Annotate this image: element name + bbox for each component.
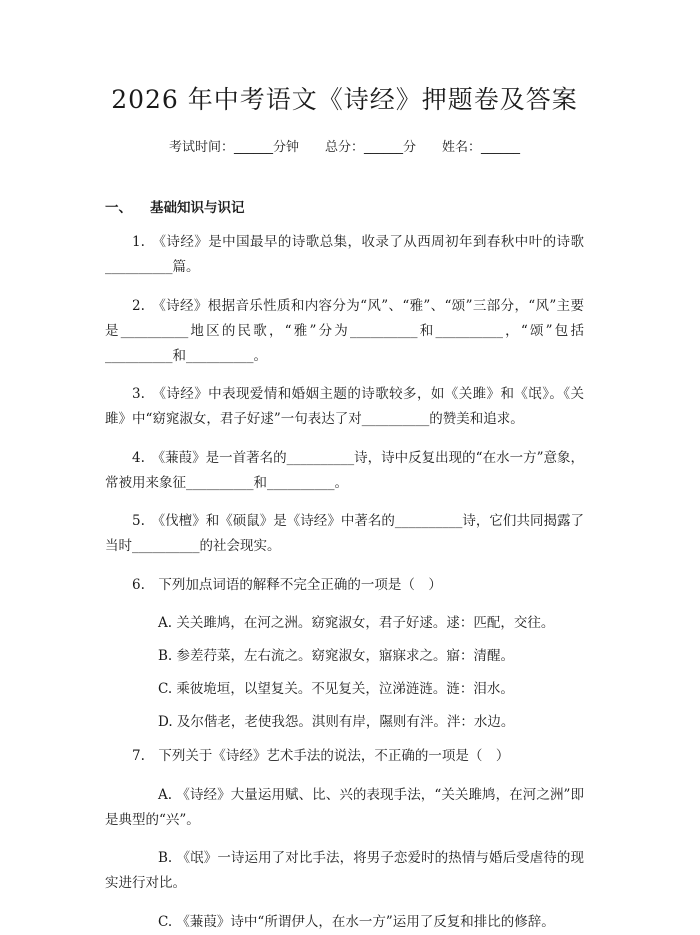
question-4: 4. 《蒹葭》是一首著名的__________诗，诗中反复出现的“在水一方”意象，常被用来象征__________和__________。 [105,449,584,491]
question-7: 7. 下列关于《诗经》艺术手法的说法，不正确的一项是（ ） [132,748,510,764]
q7-option-a: A. 《诗经》大量运用赋、比、兴的表现手法，“关关雎鸠，在河之洲”即是典型的“兴”。 [105,786,584,828]
section-title: 基础知识与识记 [150,200,245,216]
question-6: 6. 下列加点词语的解释不完全正确的一项是（ ） [132,576,442,593]
q6-option-a: A. 关关雎鸠，在河之洲。窈窕淑女，君子好逑。逑：匹配，交往。 [158,615,555,631]
exam-meta [105,138,584,158]
section-heading [105,198,584,218]
q7-option-c: C. 《蒹葭》诗中“所谓伊人，在水一方”运用了反复和排比的修辞。 [158,913,555,930]
q6-option-c: C. 乘彼垝垣，以望复关。不见复关，泣涕涟涟。涟：泪水。 [158,681,514,697]
exam-time: 考试时间：______分钟 [168,140,299,155]
q7-option-b: B. 《氓》一诗运用了对比手法，将男子恋爱时的热情与婚后受虐待的现实进行对比。 [105,850,584,891]
q6-option-b: B. 参差荇菜，左右流之。窈窕淑女，寤寐求之。寤：清醒。 [158,648,515,664]
student-name: 姓名：______ [442,140,521,155]
question-5: 5. 《伐檀》和《硕鼠》是《诗经》中著名的__________诗，它们共同揭露了当时__________的社会现实。 [105,513,584,554]
q6-option-d: D. 及尔偕老，老使我怨。淇则有岸，隰则有泮。泮：水边。 [158,714,515,730]
question-3: 3. 《诗经》中表现爱情和婚姻主题的诗歌较多，如《关雎》和《氓》。《关雎》中“窈窕淑女，君子好逑”一句表达了对__________的赞美和追求。 [105,386,584,427]
question-1: 1. 《诗经》是中国最早的诗歌总集，收录了从西周初年到春秋中叶的诗歌__________篇。 [105,234,584,275]
total-score: 总分：______分 [324,140,416,155]
question-2: 2. 《诗经》根据音乐性质和内容分为“风”、“雅”、“颂”三部分，“风”主要是__________地区的民歌，“雅”分为__________和__________，“颂”包括__________和__________。 [105,297,584,364]
page-title: 2026 年中考语文《诗经》押题卷及答案 [111,85,578,114]
section-number: 一、 [105,200,132,216]
